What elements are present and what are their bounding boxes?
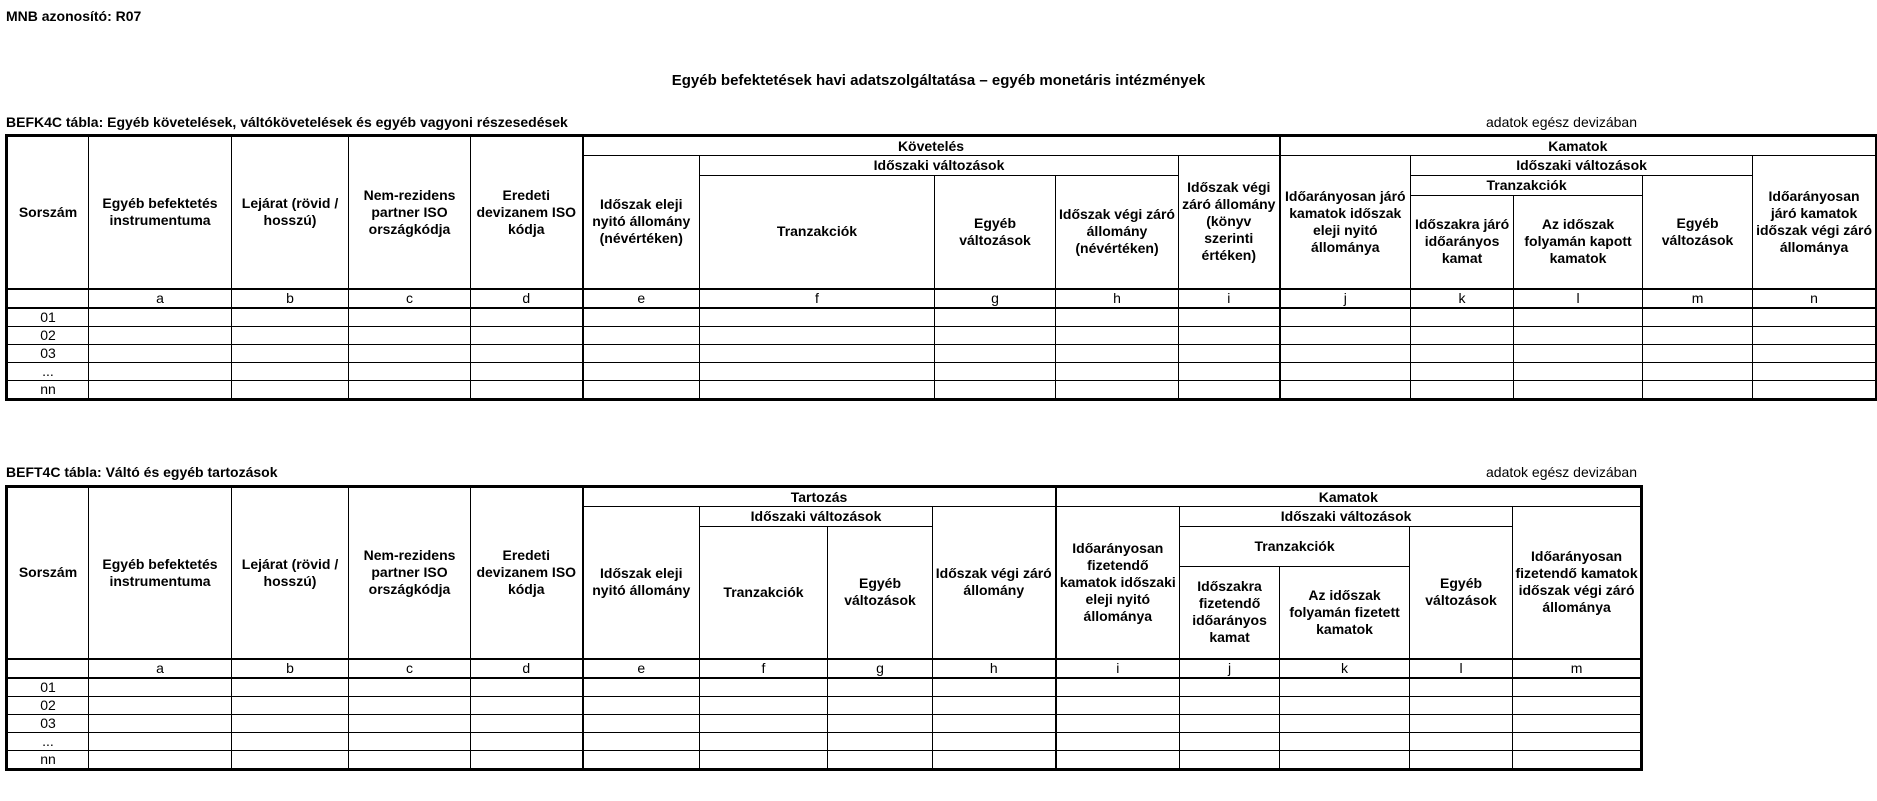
data-cell[interactable] xyxy=(1514,308,1643,327)
t2-col-i-header: Időarányosan fizetendő kamatok időszaki eleji nyitó állománya xyxy=(1056,507,1180,659)
t2-subgroup-idoszaki-valtozasok: Időszaki változások xyxy=(700,507,933,527)
t2-data-cell[interactable] xyxy=(583,714,700,732)
t2-data-cell[interactable] xyxy=(349,714,471,732)
subgroup-idoszaki-valtozasok: Időszaki változások xyxy=(700,156,1179,176)
data-cell[interactable] xyxy=(232,326,349,344)
t2-data-cell[interactable] xyxy=(828,696,933,714)
t2-col-k-header: Az időszak folyamán fizetett kamatok xyxy=(1280,567,1410,659)
t2-data-cell[interactable] xyxy=(1180,696,1280,714)
t2-data-cell[interactable] xyxy=(933,732,1056,750)
data-cell[interactable] xyxy=(1280,344,1411,362)
t2-data-cell[interactable] xyxy=(349,732,471,750)
t2-table-row xyxy=(7,750,1642,769)
data-cell[interactable] xyxy=(1411,308,1514,327)
table-row xyxy=(7,326,1877,344)
data-cell[interactable] xyxy=(1753,344,1877,362)
group-kamatok-header: Kamatok xyxy=(1280,136,1877,156)
data-cell[interactable] xyxy=(1056,362,1179,380)
t2-table-row xyxy=(7,714,1642,732)
data-cell[interactable] xyxy=(1179,380,1280,399)
t2-data-cell[interactable] xyxy=(471,732,583,750)
data-cell[interactable] xyxy=(471,362,583,380)
data-cell[interactable] xyxy=(700,380,935,399)
t2-col-d-header: Eredeti devizanem ISO kódja xyxy=(471,487,583,659)
t2-row-number: 03 xyxy=(7,714,89,732)
data-cell[interactable] xyxy=(1753,326,1877,344)
t2-table-row xyxy=(7,696,1642,714)
data-cell[interactable] xyxy=(89,362,232,380)
data-cell[interactable] xyxy=(349,344,471,362)
data-cell[interactable] xyxy=(935,380,1056,399)
t2-row-number: nn xyxy=(7,750,89,769)
t2-col-sorszam-header: Sorszám xyxy=(7,487,89,659)
t2-data-cell[interactable] xyxy=(89,750,232,769)
t2-data-cell[interactable] xyxy=(1513,696,1642,714)
table-row xyxy=(7,344,1877,362)
table1-caption: BEFK4C tábla: Egyéb követelések, váltókövetelések és egyéb vagyoni részesedések xyxy=(6,114,568,130)
col-j-header: Időarányosan járó kamatok időszak eleji nyitó állománya xyxy=(1280,156,1411,289)
data-cell[interactable] xyxy=(471,380,583,399)
data-cell[interactable] xyxy=(89,380,232,399)
data-cell[interactable] xyxy=(1056,326,1179,344)
t2-data-cell[interactable] xyxy=(700,714,828,732)
col-l-header: Az időszak folyamán kapott kamatok xyxy=(1514,196,1643,289)
t2-col-j-header: Időszakra fizetendő időarányos kamat xyxy=(1180,567,1280,659)
t2-data-cell[interactable] xyxy=(1513,750,1642,769)
data-cell[interactable] xyxy=(1411,380,1514,399)
table2-unit: adatok egész devizában xyxy=(1486,464,1637,480)
data-cell[interactable] xyxy=(349,380,471,399)
t2-data-cell[interactable] xyxy=(1180,750,1280,769)
data-cell[interactable] xyxy=(935,308,1056,327)
data-cell[interactable] xyxy=(349,308,471,327)
t2-data-cell[interactable] xyxy=(1280,696,1410,714)
col-k-header: Időszakra járó időarányos kamat xyxy=(1411,196,1514,289)
data-cell[interactable] xyxy=(471,308,583,327)
t2-data-cell[interactable] xyxy=(828,678,933,697)
t2-data-cell[interactable] xyxy=(700,696,828,714)
t2-data-cell[interactable] xyxy=(89,678,232,697)
t2-data-cell[interactable] xyxy=(583,750,700,769)
t2-data-cell[interactable] xyxy=(232,714,349,732)
page-title: Egyéb befektetések havi adatszolgáltatása – egyéb monetáris intézmények xyxy=(671,72,1206,89)
data-cell[interactable] xyxy=(583,380,700,399)
data-cell[interactable] xyxy=(1280,380,1411,399)
col-sorszam-header: Sorszám xyxy=(7,136,89,289)
t2-col-c-header: Nem-rezidens partner ISO országkódja xyxy=(349,487,471,659)
t2-data-cell[interactable] xyxy=(1056,714,1180,732)
t2-data-cell[interactable] xyxy=(1056,750,1180,769)
t2-letters-row: a b c d e f g h i j k l m xyxy=(7,659,1642,678)
col-e-header: Időszak eleji nyitó állomány (névértéken) xyxy=(583,156,700,289)
t2-data-cell[interactable] xyxy=(1410,696,1513,714)
data-cell[interactable] xyxy=(1056,308,1179,327)
t2-data-cell[interactable] xyxy=(1280,714,1410,732)
data-cell[interactable] xyxy=(1753,308,1877,327)
t2-data-cell[interactable] xyxy=(1513,732,1642,750)
t2-data-cell[interactable] xyxy=(583,732,700,750)
t2-col-a-header: Egyéb befektetés instrumentuma xyxy=(89,487,232,659)
table2-caption: BEFT4C tábla: Váltó és egyéb tartozások xyxy=(6,464,278,480)
t2-subgroup-tranzakciok: Tranzakciók xyxy=(1180,527,1410,567)
t2-data-cell[interactable] xyxy=(1410,678,1513,697)
data-cell[interactable] xyxy=(700,344,935,362)
col-i-header: Időszak végi záró állomány (könyv szerinti értéken) xyxy=(1179,156,1280,289)
data-cell[interactable] xyxy=(1753,380,1877,399)
data-cell[interactable] xyxy=(1179,326,1280,344)
subgroup-idoszaki-valtozasok-kamat: Időszaki változások xyxy=(1411,156,1753,176)
t2-col-l-header: Egyéb változások xyxy=(1410,527,1513,659)
table-row xyxy=(7,380,1877,399)
data-cell[interactable] xyxy=(1514,362,1643,380)
data-cell[interactable] xyxy=(1643,362,1753,380)
t2-col-b-header: Lejárat (rövid / hosszú) xyxy=(232,487,349,659)
t2-table-row xyxy=(7,678,1642,697)
subgroup-tranzakciok: Tranzakciók xyxy=(1411,176,1643,196)
data-cell[interactable] xyxy=(700,362,935,380)
data-cell[interactable] xyxy=(1280,326,1411,344)
col-m-header: Egyéb változások xyxy=(1643,176,1753,289)
table1-unit: adatok egész devizában xyxy=(1486,114,1637,130)
data-cell[interactable] xyxy=(700,326,935,344)
data-cell[interactable] xyxy=(1179,344,1280,362)
col-n-header: Időarányosan járó kamatok időszak végi záró állománya xyxy=(1753,156,1877,289)
t2-group-kamatok-header: Kamatok xyxy=(1056,487,1642,507)
t2-data-cell[interactable] xyxy=(933,696,1056,714)
data-cell[interactable] xyxy=(583,326,700,344)
row-number: nn xyxy=(7,380,89,399)
t2-data-cell[interactable] xyxy=(471,696,583,714)
data-cell[interactable] xyxy=(1514,326,1643,344)
t2-data-cell[interactable] xyxy=(349,696,471,714)
t2-data-cell[interactable] xyxy=(1280,732,1410,750)
data-cell[interactable] xyxy=(935,362,1056,380)
t2-data-cell[interactable] xyxy=(471,750,583,769)
t2-subgroup-idoszaki-valtozasok-kamat: Időszaki változások xyxy=(1180,507,1513,527)
t2-data-cell[interactable] xyxy=(232,678,349,697)
t2-data-cell[interactable] xyxy=(1410,750,1513,769)
data-cell[interactable] xyxy=(1643,308,1753,327)
t2-data-cell[interactable] xyxy=(89,732,232,750)
data-cell[interactable] xyxy=(232,308,349,327)
data-cell[interactable] xyxy=(1056,380,1179,399)
t2-data-cell[interactable] xyxy=(1513,678,1642,697)
t2-data-cell[interactable] xyxy=(1180,732,1280,750)
t2-data-cell[interactable] xyxy=(471,678,583,697)
data-cell[interactable] xyxy=(89,308,232,327)
data-cell[interactable] xyxy=(232,362,349,380)
row-number: ... xyxy=(7,362,89,380)
data-cell[interactable] xyxy=(89,326,232,344)
col-g-header: Egyéb változások xyxy=(935,176,1056,289)
data-cell[interactable] xyxy=(1179,362,1280,380)
t2-data-cell[interactable] xyxy=(1180,714,1280,732)
data-cell[interactable] xyxy=(700,308,935,327)
t2-data-cell[interactable] xyxy=(1513,714,1642,732)
data-cell[interactable] xyxy=(1411,362,1514,380)
t2-data-cell[interactable] xyxy=(1410,732,1513,750)
t2-data-cell[interactable] xyxy=(349,678,471,697)
t2-data-cell[interactable] xyxy=(828,750,933,769)
t2-col-e-header: Időszak eleji nyitó állomány xyxy=(583,507,700,659)
t2-data-cell[interactable] xyxy=(828,714,933,732)
data-cell[interactable] xyxy=(1411,326,1514,344)
group-koveteles-header: Követelés xyxy=(583,136,1280,156)
t2-data-cell[interactable] xyxy=(232,696,349,714)
row-number: 02 xyxy=(7,326,89,344)
t2-data-cell[interactable] xyxy=(89,714,232,732)
t2-data-cell[interactable] xyxy=(1410,714,1513,732)
t2-data-cell[interactable] xyxy=(583,696,700,714)
t2-col-m-header: Időarányosan fizetendő kamatok időszak végi záró állománya xyxy=(1513,507,1642,659)
t2-data-cell[interactable] xyxy=(1056,732,1180,750)
data-cell[interactable] xyxy=(1643,326,1753,344)
t2-data-cell[interactable] xyxy=(1056,678,1180,697)
data-cell[interactable] xyxy=(1753,362,1877,380)
data-cell[interactable] xyxy=(1514,344,1643,362)
data-cell[interactable] xyxy=(583,362,700,380)
t2-row-number: 02 xyxy=(7,696,89,714)
mnb-id-label: MNB azonosító: R07 xyxy=(6,8,142,24)
table-row xyxy=(7,362,1877,380)
t2-data-cell[interactable] xyxy=(1280,750,1410,769)
data-cell[interactable] xyxy=(1280,308,1411,327)
table2 xyxy=(5,485,1643,771)
t2-data-cell[interactable] xyxy=(583,678,700,697)
data-cell[interactable] xyxy=(232,380,349,399)
data-cell[interactable] xyxy=(1179,308,1280,327)
t2-data-cell[interactable] xyxy=(232,750,349,769)
data-cell[interactable] xyxy=(89,344,232,362)
t2-col-g-header: Egyéb változások xyxy=(828,527,933,659)
data-cell[interactable] xyxy=(349,326,471,344)
data-cell[interactable] xyxy=(583,344,700,362)
t2-data-cell[interactable] xyxy=(828,732,933,750)
t2-table-row xyxy=(7,732,1642,750)
data-cell[interactable] xyxy=(1056,344,1179,362)
t2-data-cell[interactable] xyxy=(232,732,349,750)
data-cell[interactable] xyxy=(935,344,1056,362)
letters-row: a b c d e f g h i j k l m n xyxy=(7,289,1877,308)
row-number: 01 xyxy=(7,308,89,327)
t2-data-cell[interactable] xyxy=(700,678,828,697)
t2-data-cell[interactable] xyxy=(700,732,828,750)
col-a-header: Egyéb befektetés instrumentuma xyxy=(89,136,232,289)
t2-group-tartozas-header: Tartozás xyxy=(583,487,1056,507)
data-cell[interactable] xyxy=(471,326,583,344)
data-cell[interactable] xyxy=(1643,344,1753,362)
t2-data-cell[interactable] xyxy=(700,750,828,769)
t2-data-cell[interactable] xyxy=(471,714,583,732)
data-cell[interactable] xyxy=(1514,380,1643,399)
t2-data-cell[interactable] xyxy=(89,696,232,714)
data-cell[interactable] xyxy=(349,362,471,380)
t2-col-h-header: Időszak végi záró állomány xyxy=(933,507,1056,659)
t2-row-number: 01 xyxy=(7,678,89,697)
row-number: 03 xyxy=(7,344,89,362)
t2-data-cell[interactable] xyxy=(1280,678,1410,697)
t2-data-cell[interactable] xyxy=(933,750,1056,769)
table-row xyxy=(7,308,1877,327)
t2-col-f-header: Tranzakciók xyxy=(700,527,828,659)
col-c-header: Nem-rezidens partner ISO országkódja xyxy=(349,136,471,289)
col-d-header: Eredeti devizanem ISO kódja xyxy=(471,136,583,289)
col-h-header: Időszak végi záró állomány (névértéken) xyxy=(1056,176,1179,289)
col-f-header: Tranzakciók xyxy=(700,176,935,289)
data-cell[interactable] xyxy=(232,344,349,362)
data-cell[interactable] xyxy=(1643,380,1753,399)
col-b-header: Lejárat (rövid / hosszú) xyxy=(232,136,349,289)
data-cell[interactable] xyxy=(583,308,700,327)
t2-data-cell[interactable] xyxy=(1056,696,1180,714)
data-cell[interactable] xyxy=(471,344,583,362)
t2-data-cell[interactable] xyxy=(933,714,1056,732)
t2-row-number: ... xyxy=(7,732,89,750)
data-cell[interactable] xyxy=(935,326,1056,344)
table1 xyxy=(5,134,1877,401)
t2-data-cell[interactable] xyxy=(1180,678,1280,697)
t2-data-cell[interactable] xyxy=(349,750,471,769)
data-cell[interactable] xyxy=(1280,362,1411,380)
data-cell[interactable] xyxy=(1411,344,1514,362)
t2-data-cell[interactable] xyxy=(933,678,1056,697)
